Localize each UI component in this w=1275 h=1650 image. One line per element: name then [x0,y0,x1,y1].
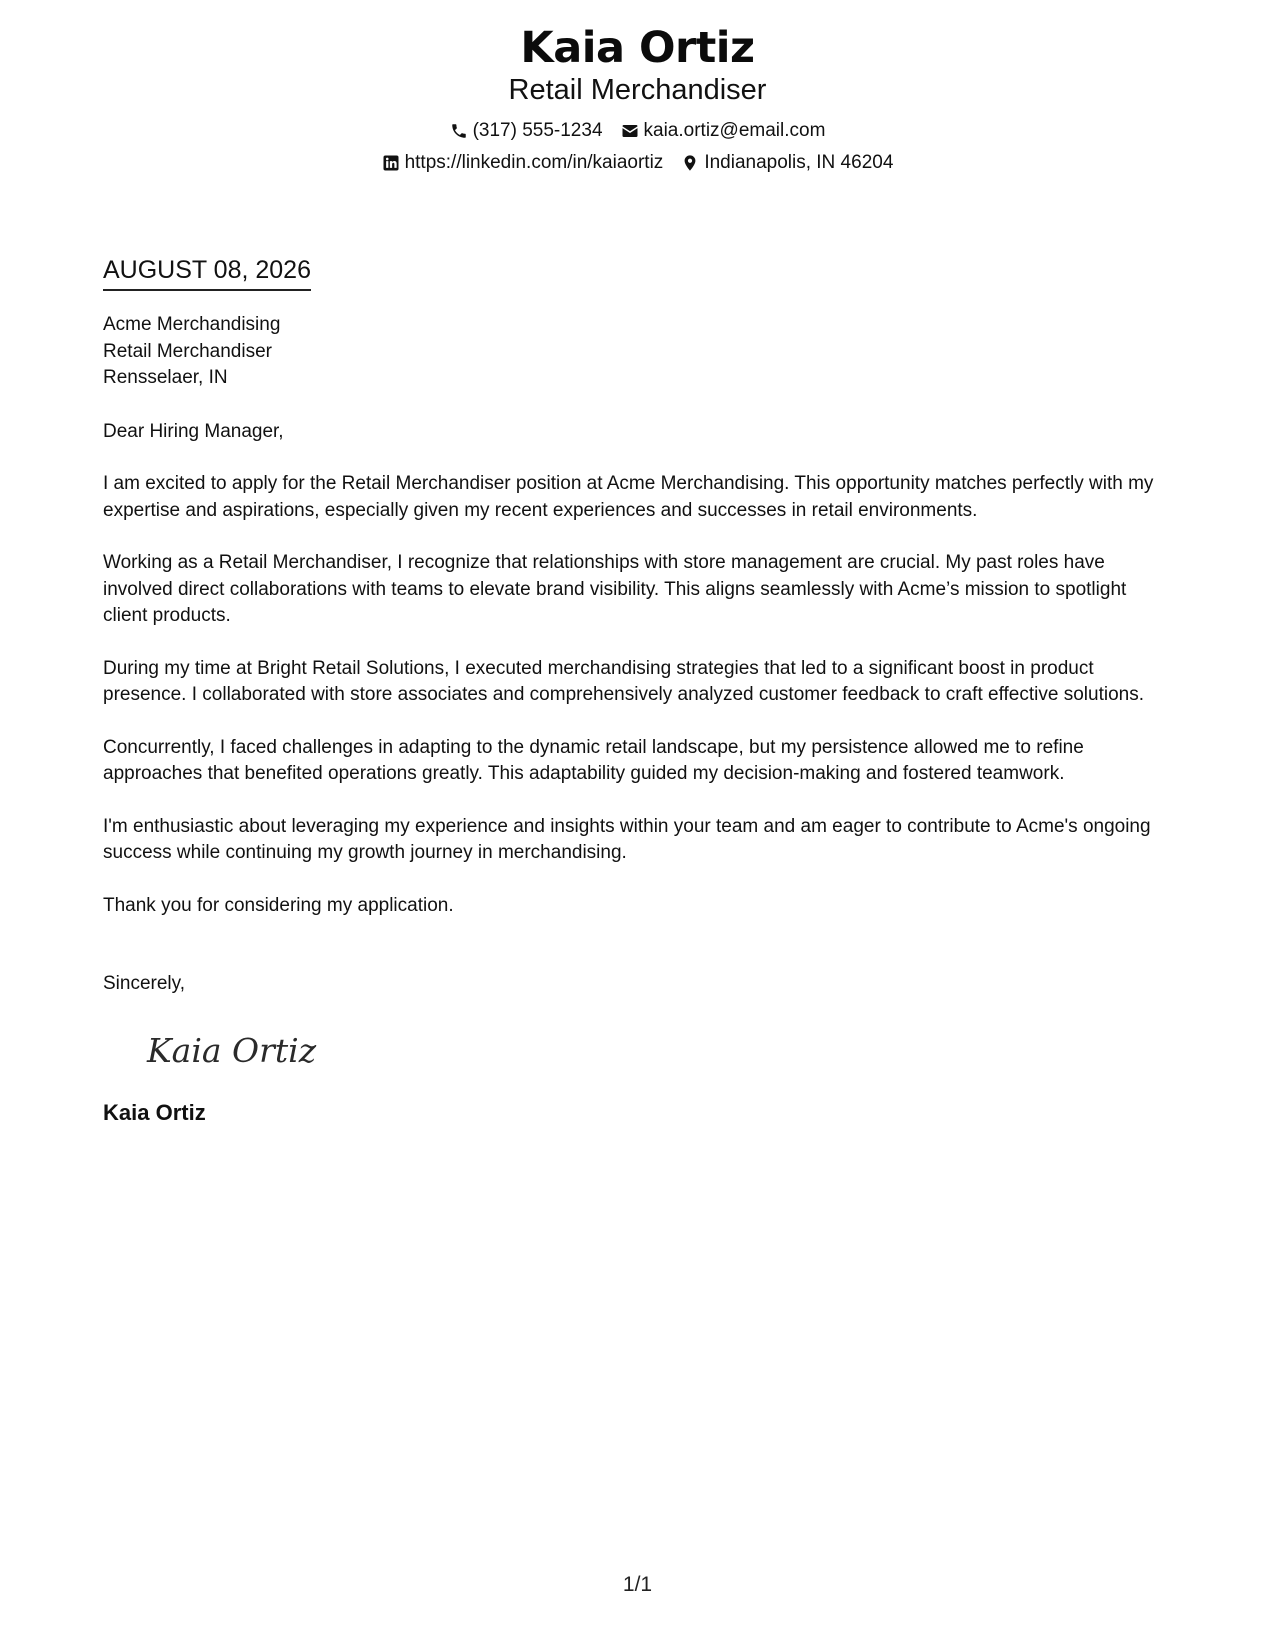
body-paragraph: During my time at Bright Retail Solutions, I executed merchandising strategies that led to a significant boost in product presence. I collaborated with store associates and comprehensively analyzed customer feedback to craft effective solutions. [103,657,1144,705]
envelope-icon [621,122,639,140]
page-number: 1/1 [622,1573,653,1596]
contact-email[interactable] [621,119,826,143]
contact-location [681,151,893,175]
linkedin-url[interactable]: https://linkedin.com/in/kaiaortiz [404,152,664,173]
email-address[interactable]: kaia.ortiz@email.com [643,120,826,141]
contact-line-primary [0,119,1275,143]
contact-phone [450,119,603,143]
body-paragraph: Working as a Retail Merchandiser, I recognize that relationships with store management are crucial. My past roles have involved direct collaborations with teams to elevate brand visibility. This aligns seamlessly with Acme’s mission to spotlight client products. [103,552,1127,626]
contact-line-secondary [0,151,1275,175]
handwritten-signature [143,1020,333,1080]
signature-text: Kaia Ortiz [147,1030,317,1070]
recipient-role: Retail Merchandiser [103,340,272,362]
body-paragraph: Concurrently, I faced challenges in adapting to the dynamic retail landscape, but my persistence allowed me to refine approaches that benefited operations greatly. This adaptability guided my decision-making and fostered teamwork. [103,736,1084,784]
applicant-title: Retail Merchandiser [508,74,767,106]
location-text: Indianapolis, IN 46204 [704,152,894,173]
phone-icon [450,122,468,140]
closing: Sincerely, [103,973,186,994]
linkedin-icon [382,154,400,172]
greeting: Dear Hiring Manager, [103,420,284,442]
contact-linkedin[interactable] [382,151,664,175]
body-paragraph: I'm enthusiastic about leveraging my experience and insights within your team and am eager to contribute to Acme's ongoing success while continuing my growth journey in merchandising. [103,815,1151,863]
letter-header [0,22,1275,175]
letter-date: AUGUST 08, 2026 [103,254,311,291]
letter-body [103,254,1175,1127]
body-paragraph: Thank you for considering my application. [103,894,454,916]
phone-number: (317) 555-1234 [472,120,603,141]
recipient-location: Rensselaer, IN [103,367,228,388]
recipient-block [103,312,1175,392]
map-pin-icon [681,154,699,172]
signer-name: Kaia Ortiz [103,1099,206,1125]
body-paragraph: I am excited to apply for the Retail Merchandiser position at Acme Merchandising. This opportunity matches perfectly with my expertise and aspirations, especially given my recent experiences and successes in retail environments. [103,473,1154,521]
applicant-name: Kaia Ortiz [520,23,755,73]
recipient-company: Acme Merchandising [103,314,281,335]
